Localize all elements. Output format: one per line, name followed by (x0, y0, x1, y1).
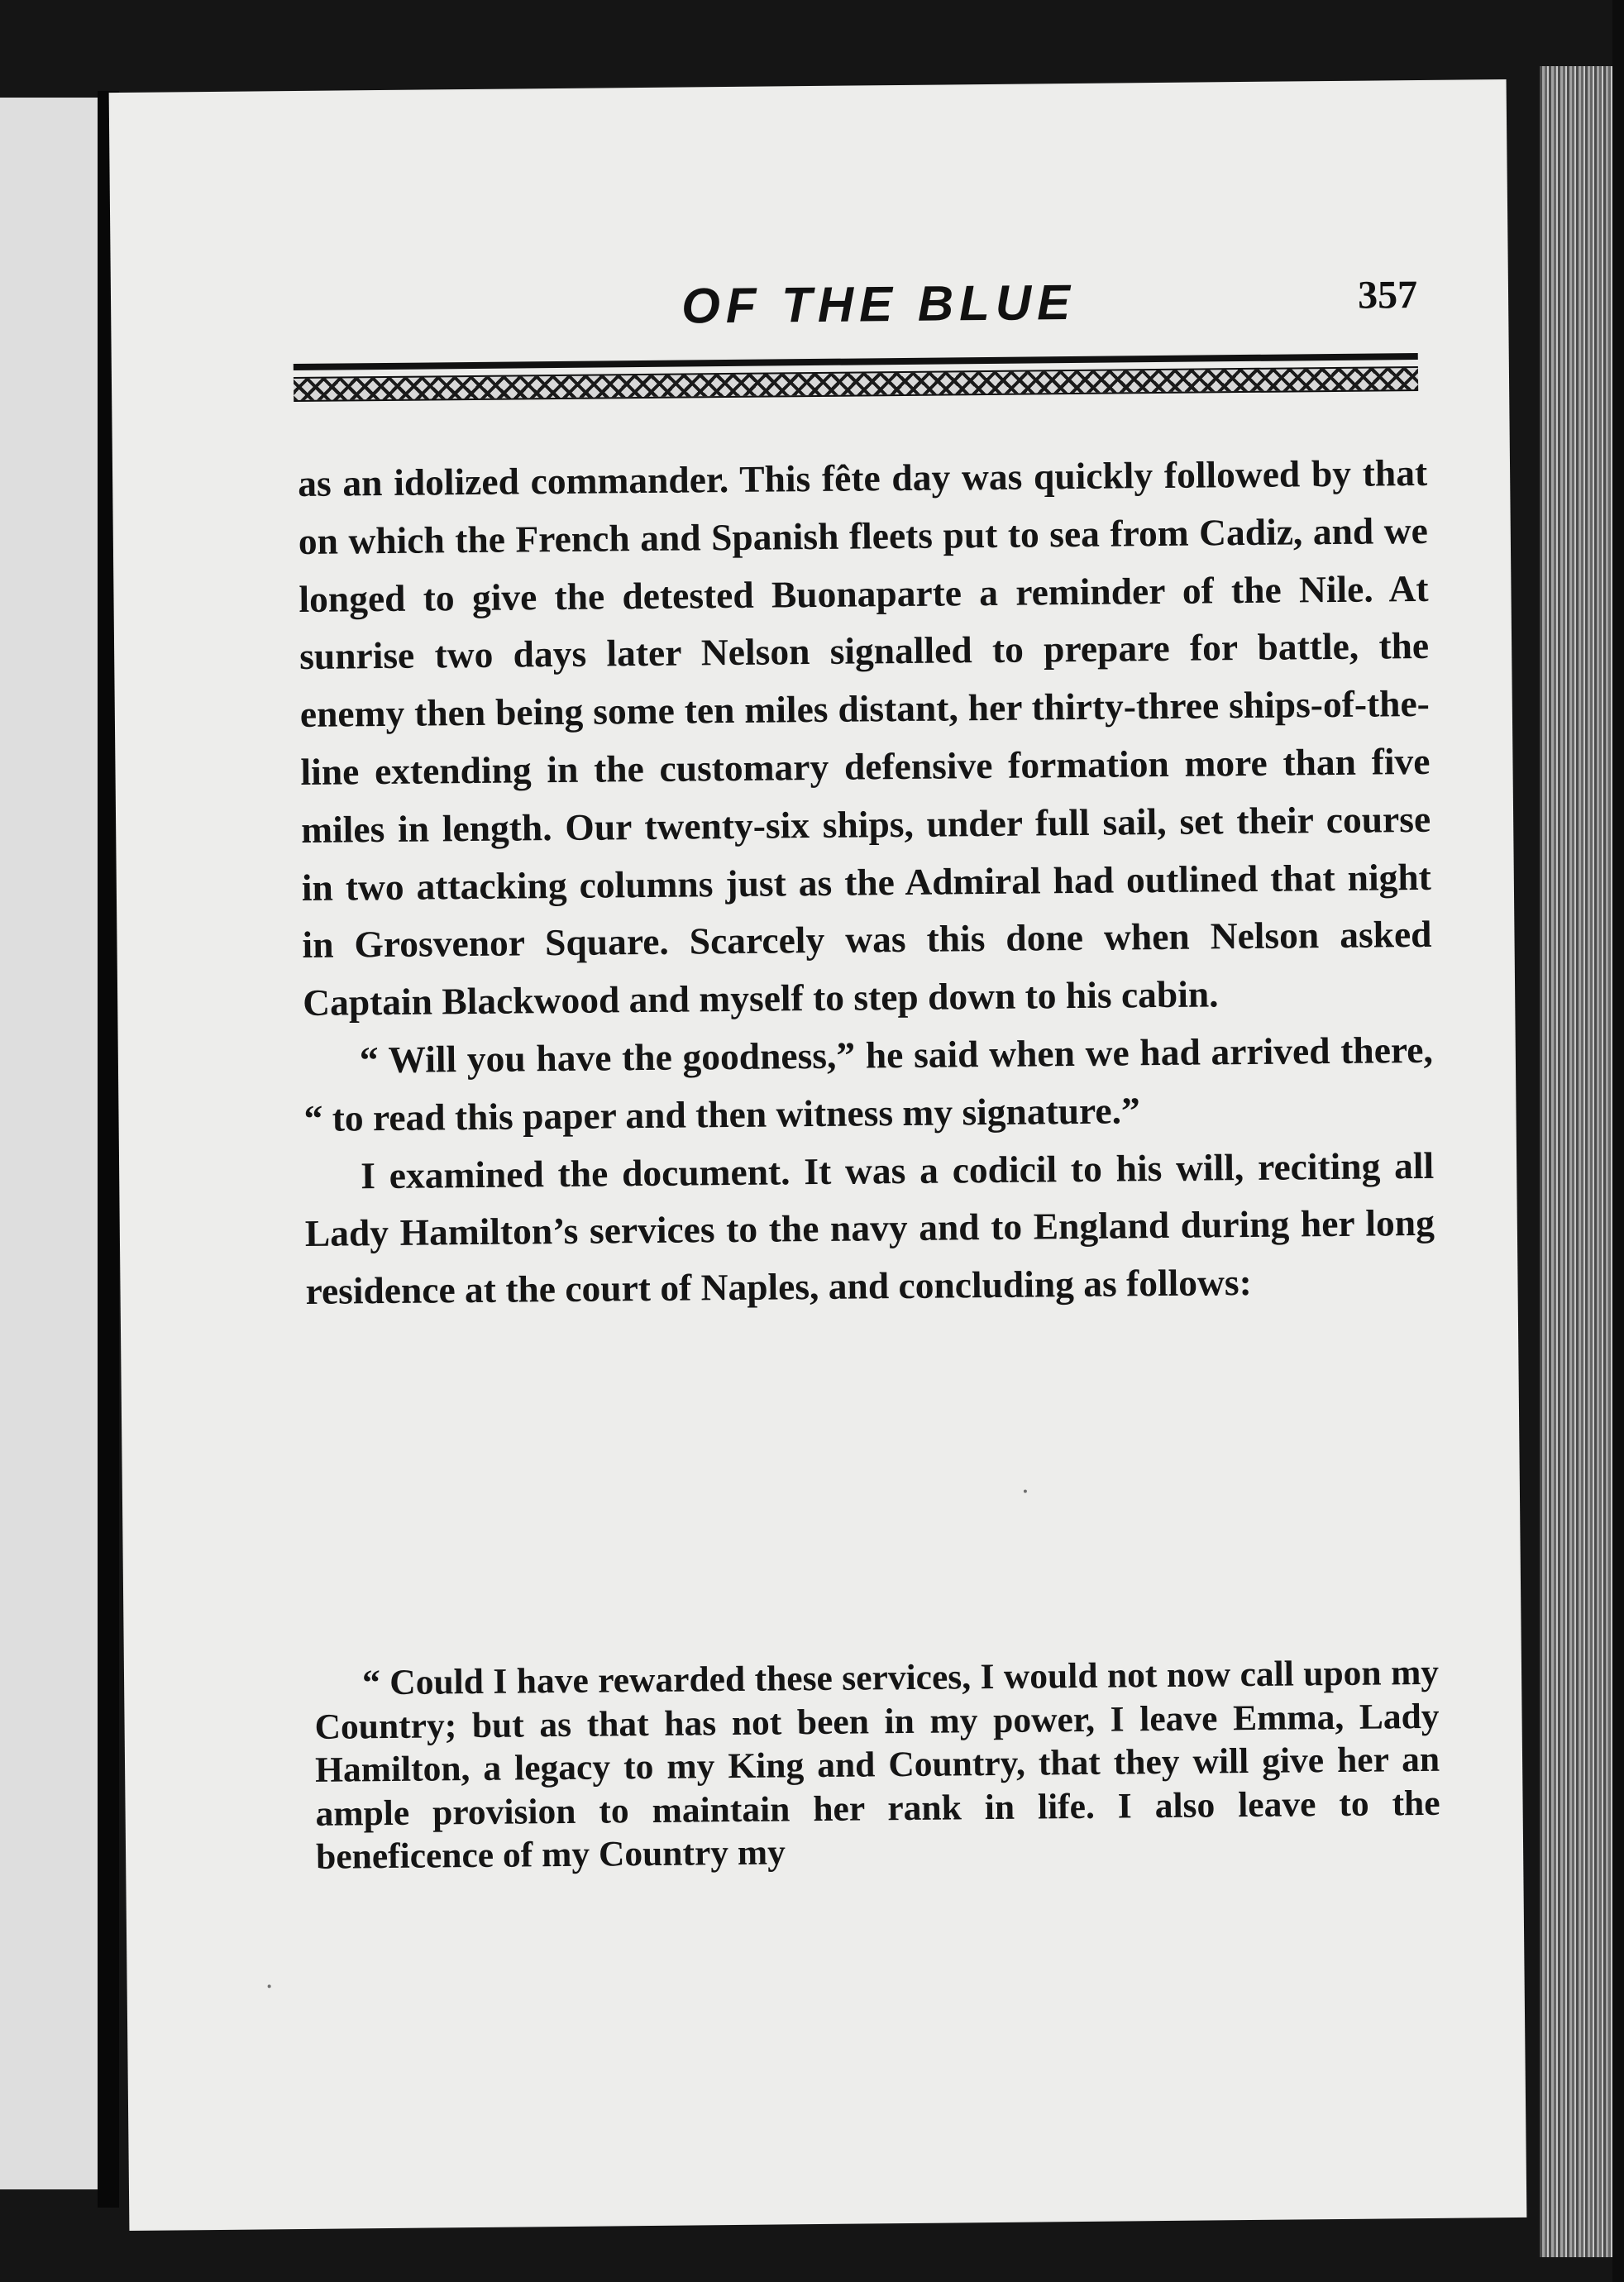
page-stack-edge (1540, 66, 1612, 2257)
scan-border (1612, 0, 1624, 2282)
paragraph: I examined the document. It was a codicil to his will, reciting all Lady Hamilton’s services to the navy and to England during her long residence at the court of Naples, and concluding as follows: (304, 1143, 1435, 1313)
paper-speck (268, 1984, 271, 1988)
quote-text: “ Could I have rewarded these services, I would not now call upon my Country; but as that has not been in my power, I leave Emma, Lady Hamilton, a legacy to my King and Country, that they will give her an ample provision to maintain her rank in life. I also leave to the beneficence of my Country my (314, 1652, 1440, 1877)
running-title: OF THE BLUE (681, 274, 1077, 334)
decorative-border (294, 366, 1418, 402)
paragraph: as an idolized commander. This fête day was quickly followed by that on which the French and Spanish fleets put to sea from Cadiz, and we longed to give the detested Buonaparte a reminder of the Nile. At sunrise two days later Nelson signalled to prepare for battle, the enemy then being some ten miles distant, her thirty-three ships-of-the-line extending in the customary defensive formation more than five miles in length. Our twenty-six ships, under full sail, set their course in two attacking columns just as the Admiral had outlined that night in Grosvenor Square. Scarcely was this done when Nelson asked Captain Blackwood and myself to step down to his cabin. (297, 451, 1432, 1024)
paper-speck (1024, 1490, 1027, 1493)
adjacent-page-edge (0, 98, 98, 2189)
page-number: 357 (1357, 272, 1418, 317)
book-page (109, 79, 1527, 2231)
body-text (298, 444, 1435, 1320)
paragraph: “ Will you have the goodness,” he said when we had arrived there, “ to read this paper and then witness my signature.” (303, 1028, 1434, 1139)
quoted-codicil (314, 1651, 1440, 1879)
page-header (293, 270, 1418, 347)
